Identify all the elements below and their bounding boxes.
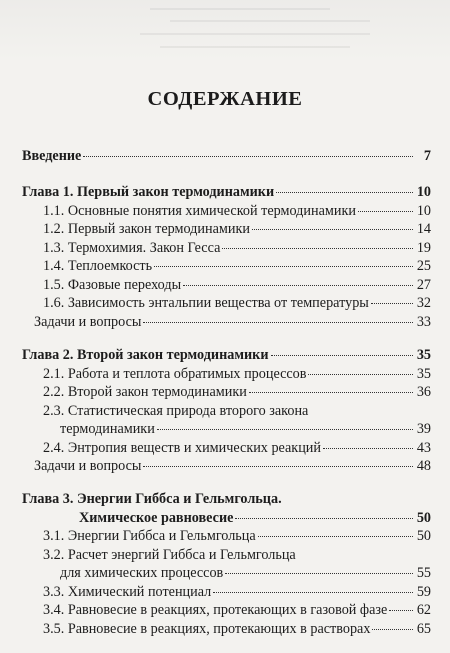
dot-leader [371,303,413,304]
dot-leader [276,192,413,193]
toc-entry-text: 3.2. Расчет энергий Гиббса и Гельмгольца [43,547,296,563]
dot-leader [308,374,413,375]
toc-entry-1-1[interactable] [43,203,431,220]
toc-page-number: 33 [416,314,431,330]
toc-entry-text: Задачи и вопросы [34,314,142,330]
toc-entry-chapter-3-continued[interactable] [79,510,431,527]
dot-leader [235,518,413,519]
page-title: СОДЕРЖАНИЕ [147,88,303,110]
toc-page-number: 10 [416,203,431,219]
toc-page-number: 19 [416,240,431,256]
toc-entry-text: 3.4. Равновесие в реакциях, протекающих в газовой фазе [43,602,388,618]
toc-entry-text: 1.5. Фазовые переходы [43,277,182,293]
toc-entry-2-4[interactable] [43,440,431,457]
dot-leader [249,392,413,393]
toc-page-number: 32 [416,295,431,311]
toc-entry-text: Введение [22,148,82,164]
toc-page-number: 43 [416,440,431,456]
toc-entry-ch2-problems[interactable] [34,458,431,475]
toc-entry-chapter-1[interactable] [22,184,431,201]
toc-page-number: 59 [416,584,431,600]
toc-page-number: 10 [416,184,431,200]
toc-entry-text: 3.3. Химический потенциал [43,584,212,600]
dot-leader [389,610,413,611]
toc-entry-text: 2.1. Работа и теплота обратимых процессов [43,366,307,382]
dot-leader [154,266,413,267]
dot-leader [372,629,413,630]
toc-entry-3-2[interactable] [43,547,431,564]
dot-leader [143,322,413,323]
dot-leader [143,466,413,467]
toc-entry-text: Глава 1. Первый закон термодинамики [22,184,275,200]
dot-leader [83,156,413,157]
dot-leader [225,573,413,574]
toc-page-number: 48 [416,458,431,474]
toc-page-number: 65 [416,621,431,637]
toc-entry-3-4[interactable] [43,602,431,619]
toc-entry-text: 3.1. Энергии Гиббса и Гельмгольца [43,528,256,544]
toc-entry-1-5[interactable] [43,277,431,294]
toc-entry-text: 1.4. Теплоемкость [43,258,153,274]
toc-entry-text: 2.3. Статистическая природа второго закона [43,403,309,419]
toc-page-number: 14 [416,221,431,237]
toc-page-number: 35 [416,366,431,382]
toc-page-number: 39 [416,421,431,437]
toc-entry-introduction[interactable] [22,148,431,165]
toc-page-number: 50 [416,528,431,544]
dot-leader [258,536,413,537]
dot-leader [157,429,413,430]
toc-entry-2-2[interactable] [43,384,431,401]
toc-entry-3-3[interactable] [43,584,431,601]
toc-entry-3-1[interactable] [43,528,431,545]
toc-entry-2-3-continued[interactable] [60,421,431,438]
toc-entry-text: 1.2. Первый закон термодинамики [43,221,250,237]
toc-page-number: 25 [416,258,431,274]
toc-entry-1-3[interactable] [43,240,431,257]
toc-entry-3-2-continued[interactable] [60,565,431,582]
dot-leader [213,592,413,593]
toc-entry-chapter-3[interactable] [22,491,431,508]
toc-page-number: 7 [423,148,431,164]
dot-leader [271,355,413,356]
toc-entry-1-2[interactable] [43,221,431,238]
toc-entry-3-5[interactable] [43,621,431,638]
toc-entry-ch1-problems[interactable] [34,314,431,331]
toc-entry-text: 1.6. Зависимость энтальпии вещества от температуры [43,295,369,311]
toc-entry-text: 2.2. Второй закон термодинамики [43,384,247,400]
toc-page-number: 27 [416,277,431,293]
toc-entry-chapter-2[interactable] [22,347,431,364]
dot-leader [222,248,413,249]
toc-entry-text: Глава 2. Второй закон термодинамики [22,347,269,363]
toc-entry-text: Химическое равновесие [79,510,234,526]
toc-entry-text: 2.4. Энтропия веществ и химических реакций [43,440,321,456]
toc-entry-2-1[interactable] [43,366,431,383]
dot-leader [323,448,413,449]
toc-entry-text: для химических процессов [60,565,224,581]
dot-leader [252,229,413,230]
toc-page-number: 62 [416,602,431,618]
toc-entry-1-6[interactable] [43,295,431,312]
toc-page-number: 35 [416,347,431,363]
show-through-area [0,0,450,60]
toc-page-number: 36 [416,384,431,400]
dot-leader [358,211,413,212]
toc-entry-text: Задачи и вопросы [34,458,142,474]
toc-entry-text: 1.1. Основные понятия химической термодинамики [43,203,356,219]
toc-page-number: 55 [416,565,431,581]
toc-entry-text: 3.5. Равновесие в реакциях, протекающих в растворах [43,621,371,637]
toc-entry-text: термодинамики [60,421,155,437]
toc-entry-text: 1.3. Термохимия. Закон Гесса [43,240,221,256]
dot-leader [183,285,413,286]
toc-entry-text: Глава 3. Энергии Гиббса и Гельмгольца. [22,491,282,507]
toc-page-number: 50 [416,510,431,526]
toc-entry-2-3[interactable] [43,403,431,420]
toc-entry-1-4[interactable] [43,258,431,275]
